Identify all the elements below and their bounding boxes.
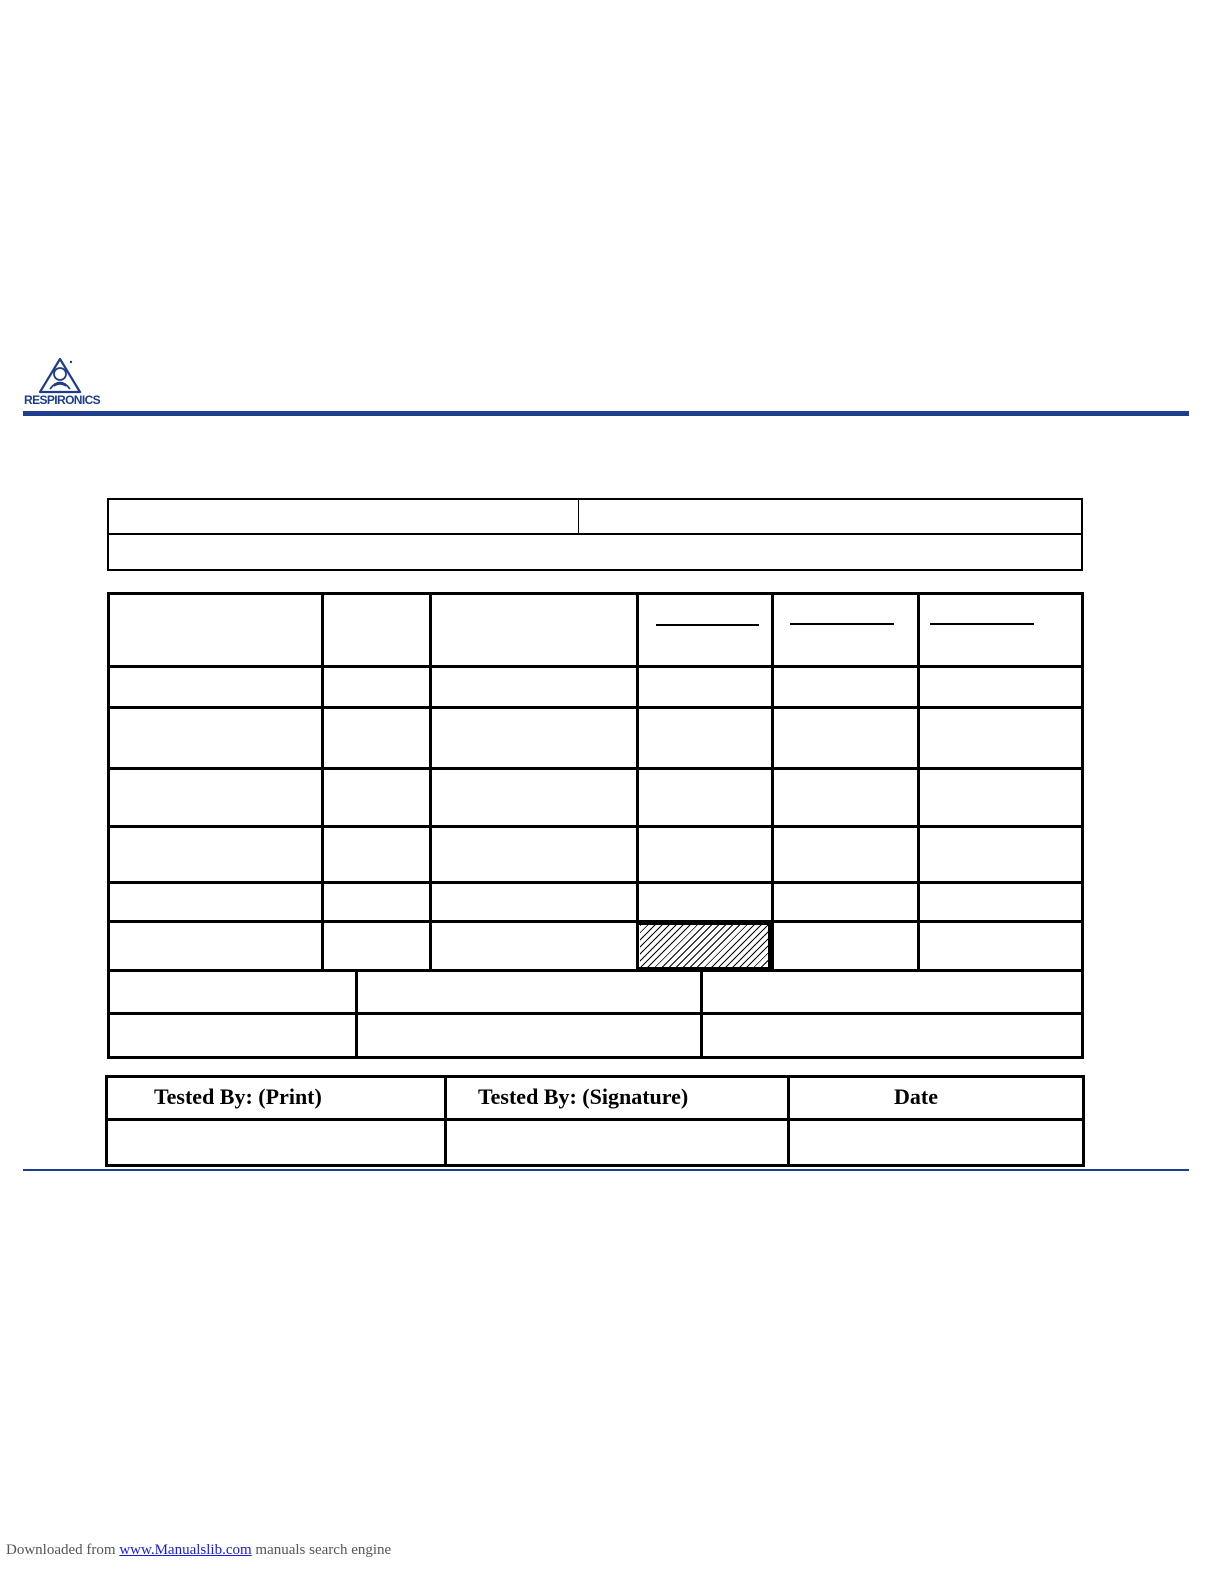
grid-row-divider xyxy=(107,706,1084,709)
grid-col-divider xyxy=(429,592,432,972)
tested-by-print-field[interactable] xyxy=(111,1125,441,1161)
info-header-row-divider xyxy=(109,533,1081,535)
grid-row-divider xyxy=(107,969,1084,972)
footer-suffix: manuals search engine xyxy=(255,1542,392,1558)
grid-row-divider xyxy=(107,767,1084,770)
manualslib-link[interactable]: www.Manualslib.com xyxy=(119,1542,252,1558)
grid-row-divider xyxy=(107,665,1084,668)
tested-by-print-header: Tested By: (Print) xyxy=(154,1084,322,1109)
grid-col-divider xyxy=(771,592,774,972)
hatched-cell-border xyxy=(638,967,772,970)
hatched-not-applicable-cell xyxy=(640,925,770,969)
grid-row-divider xyxy=(107,920,1084,923)
grid-col-divider xyxy=(636,592,639,972)
sig-left-border xyxy=(105,1075,108,1167)
column-label-blank xyxy=(656,624,759,626)
hatched-cell-border xyxy=(768,922,771,970)
grid-col-divider xyxy=(321,592,324,972)
tested-by-signature-header: Tested By: (Signature) xyxy=(478,1084,689,1109)
grid-col-divider xyxy=(700,970,703,1058)
grid-row-divider xyxy=(107,825,1084,828)
grid-top-border xyxy=(107,592,1084,595)
footer-rule xyxy=(23,1169,1189,1171)
info-header-box xyxy=(107,498,1083,571)
tested-by-signature-field[interactable] xyxy=(450,1125,784,1161)
header-rule xyxy=(23,411,1189,416)
signature-table xyxy=(105,1075,1085,1167)
hatched-cell-border xyxy=(638,922,772,925)
grid-col-divider xyxy=(917,592,920,972)
logo-wordmark: RESPIRONICS xyxy=(24,393,101,407)
column-label-blank xyxy=(930,623,1034,625)
respironics-logo xyxy=(22,356,122,410)
respironics-logo-icon xyxy=(36,356,102,396)
sig-row-divider xyxy=(105,1118,1085,1121)
grid-bottom-border xyxy=(107,1056,1084,1059)
info-header-divider xyxy=(578,500,579,533)
date-header: Date xyxy=(894,1084,938,1109)
footer-prefix: Downloaded from xyxy=(6,1542,116,1558)
sig-col-divider xyxy=(787,1075,790,1167)
grid-left-border xyxy=(107,592,110,1059)
download-footer xyxy=(6,1542,391,1559)
grid-right-border xyxy=(1081,592,1084,1059)
date-field[interactable] xyxy=(793,1125,1079,1161)
sig-right-border xyxy=(1082,1075,1085,1167)
grid-row-divider xyxy=(107,881,1084,884)
column-label-blank xyxy=(790,623,894,625)
sig-bottom-border xyxy=(105,1164,1085,1167)
sig-top-border xyxy=(105,1075,1085,1078)
grid-row-divider xyxy=(107,1012,1084,1015)
grid-col-divider xyxy=(355,970,358,1058)
sig-col-divider xyxy=(444,1075,447,1167)
